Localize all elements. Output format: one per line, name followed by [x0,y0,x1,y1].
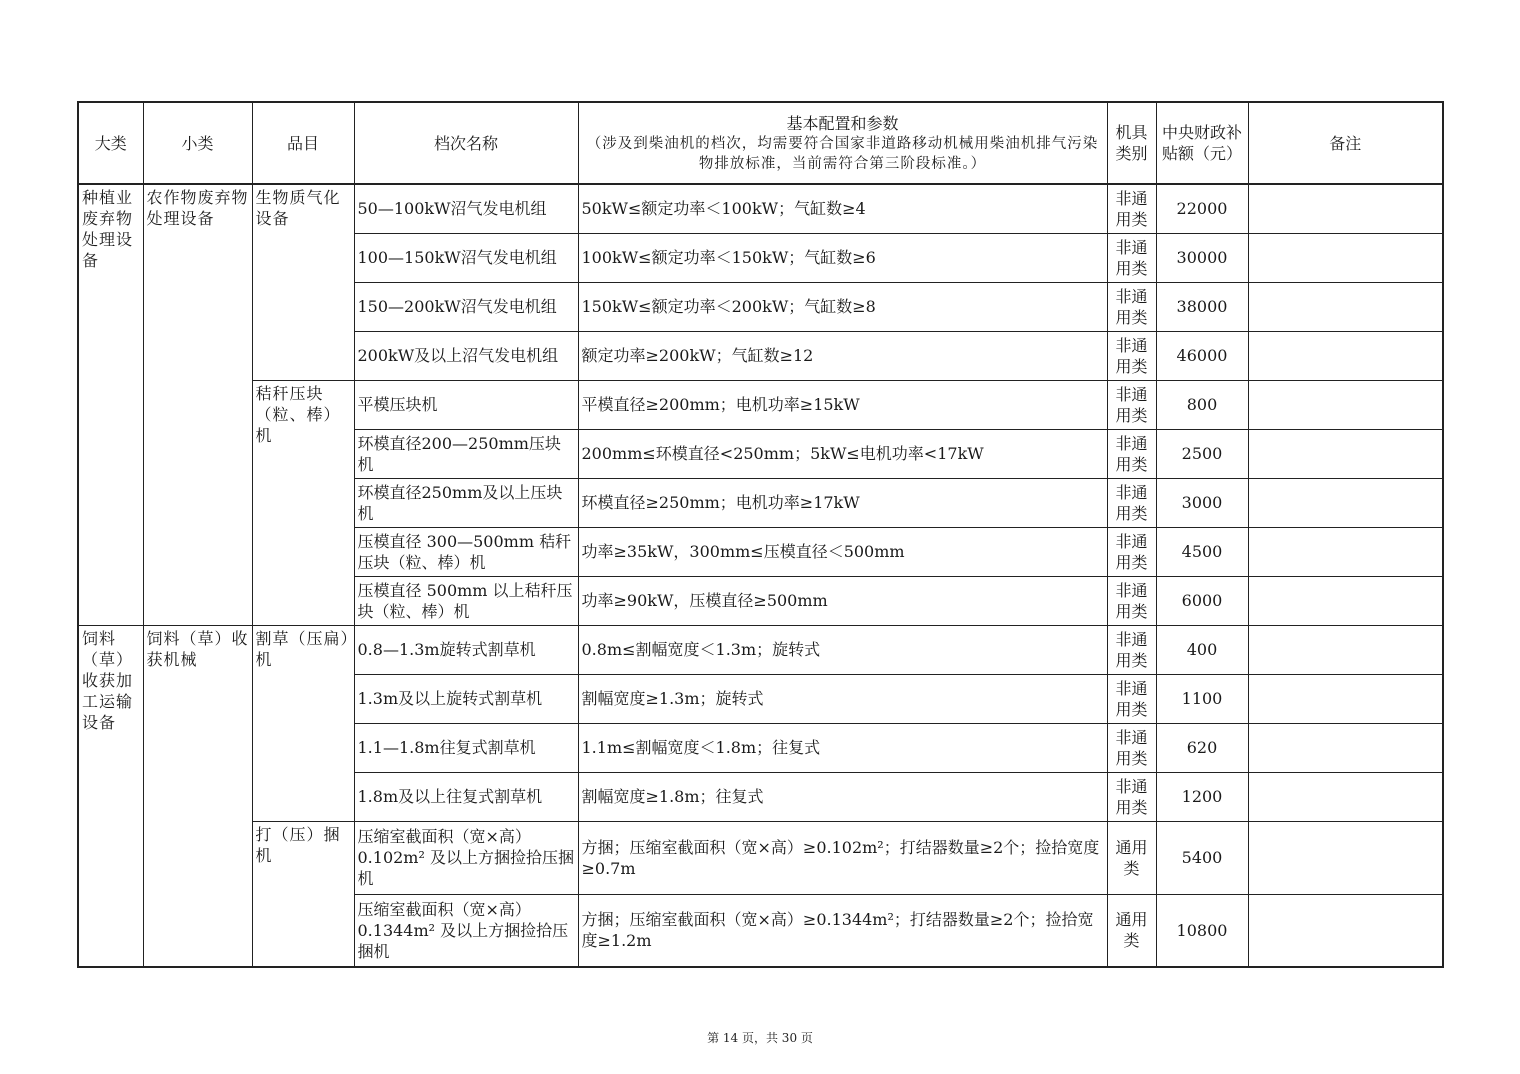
config-params: 环模直径≥250mm；电机功率≥17kW [578,478,1107,527]
remark [1248,527,1443,576]
machine-type: 非通用类 [1107,429,1156,478]
minor-category: 农作物废弃物处理设备 [143,184,252,625]
header-type: 机具类别 [1107,102,1156,184]
remark [1248,723,1443,772]
item-name: 割草（压扁）机 [252,625,354,821]
config-params: 0.8m≤割幅宽度＜1.3m；旋转式 [578,625,1107,674]
config-params: 平模直径≥200mm；电机功率≥15kW [578,380,1107,429]
subsidy-amount: 620 [1156,723,1248,772]
config-params: 功率≥35kW，300mm≤压模直径＜500mm [578,527,1107,576]
subsidy-amount: 38000 [1156,282,1248,331]
machine-type: 非通用类 [1107,625,1156,674]
config-params: 方捆；压缩室截面积（宽×高）≥0.102m²；打结器数量≥2个；捡拾宽度≥0.7m [578,821,1107,894]
subsidy-amount: 4500 [1156,527,1248,576]
machine-type: 通用类 [1107,894,1156,967]
machine-type: 非通用类 [1107,576,1156,625]
grade-name: 1.1—1.8m往复式割草机 [354,723,578,772]
header-minor: 小类 [143,102,252,184]
item-name: 打（压）捆机 [252,821,354,967]
grade-name: 压缩室截面积（宽×高）0.102m² 及以上方捆捡拾压捆机 [354,821,578,894]
remark [1248,821,1443,894]
remark [1248,674,1443,723]
config-params: 200mm≤环模直径<250mm；5kW≤电机功率<17kW [578,429,1107,478]
header-item: 品目 [252,102,354,184]
remark [1248,576,1443,625]
grade-name: 压模直径 500mm 以上秸秆压块（粒、棒）机 [354,576,578,625]
major-category: 种植业废弃物处理设备 [78,184,143,625]
machine-type: 非通用类 [1107,184,1156,233]
remark [1248,478,1443,527]
subsidy-amount: 1100 [1156,674,1248,723]
config-params: 割幅宽度≥1.3m；旋转式 [578,674,1107,723]
header-grade: 档次名称 [354,102,578,184]
subsidy-table [77,101,1444,968]
header-row [78,102,1443,184]
config-params: 方捆；压缩室截面积（宽×高）≥0.1344m²；打结器数量≥2个；捡拾宽度≥1.2m [578,894,1107,967]
table-row [78,380,1443,429]
machine-type: 非通用类 [1107,282,1156,331]
grade-name: 压缩室截面积（宽×高）0.1344m² 及以上方捆捡拾压捆机 [354,894,578,967]
machine-type: 非通用类 [1107,527,1156,576]
header-subsidy: 中央财政补贴额（元） [1156,102,1248,184]
machine-type: 非通用类 [1107,380,1156,429]
subsidy-amount: 5400 [1156,821,1248,894]
remark [1248,233,1443,282]
grade-name: 1.3m及以上旋转式割草机 [354,674,578,723]
machine-type: 非通用类 [1107,772,1156,821]
config-params: 割幅宽度≥1.8m；往复式 [578,772,1107,821]
machine-type: 非通用类 [1107,331,1156,380]
remark [1248,429,1443,478]
machine-type: 非通用类 [1107,723,1156,772]
grade-name: 200kW及以上沼气发电机组 [354,331,578,380]
grade-name: 0.8—1.3m旋转式割草机 [354,625,578,674]
table-row [78,184,1443,233]
grade-name: 压模直径 300—500mm 秸秆压块（粒、棒）机 [354,527,578,576]
grade-name: 环模直径200—250mm压块机 [354,429,578,478]
config-params: 50kW≤额定功率＜100kW；气缸数≥4 [578,184,1107,233]
remark [1248,331,1443,380]
subsidy-amount: 22000 [1156,184,1248,233]
table-row [78,625,1443,674]
config-params: 功率≥90kW，压模直径≥500mm [578,576,1107,625]
subsidy-amount: 30000 [1156,233,1248,282]
grade-name: 平模压块机 [354,380,578,429]
item-name: 秸秆压块（粒、棒）机 [252,380,354,625]
header-major: 大类 [78,102,143,184]
page-number: 第 14 页，共 30 页 [707,1031,813,1045]
table-row [78,821,1443,894]
config-params: 1.1m≤割幅宽度＜1.8m；往复式 [578,723,1107,772]
subsidy-amount: 1200 [1156,772,1248,821]
config-params: 额定功率≥200kW；气缸数≥12 [578,331,1107,380]
header-remark: 备注 [1248,102,1443,184]
item-name: 生物质气化设备 [252,184,354,380]
subsidy-amount: 10800 [1156,894,1248,967]
grade-name: 环模直径250mm及以上压块机 [354,478,578,527]
remark [1248,184,1443,233]
grade-name: 1.8m及以上往复式割草机 [354,772,578,821]
header-config-title: 基本配置和参数 [786,113,899,133]
major-category: 饲料（草）收获加工运输设备 [78,625,143,967]
subsidy-amount: 6000 [1156,576,1248,625]
grade-name: 50—100kW沼气发电机组 [354,184,578,233]
remark [1248,772,1443,821]
machine-type: 通用类 [1107,821,1156,894]
subsidy-amount: 2500 [1156,429,1248,478]
subsidy-amount: 400 [1156,625,1248,674]
remark [1248,625,1443,674]
header-config [578,102,1107,184]
minor-category: 饲料（草）收获机械 [143,625,252,967]
grade-name: 150—200kW沼气发电机组 [354,282,578,331]
grade-name: 100—150kW沼气发电机组 [354,233,578,282]
machine-type: 非通用类 [1107,674,1156,723]
config-params: 100kW≤额定功率＜150kW；气缸数≥6 [578,233,1107,282]
machine-type: 非通用类 [1107,478,1156,527]
subsidy-amount: 46000 [1156,331,1248,380]
subsidy-amount: 3000 [1156,478,1248,527]
subsidy-amount: 800 [1156,380,1248,429]
machine-type: 非通用类 [1107,233,1156,282]
remark [1248,282,1443,331]
header-config-note: （涉及到柴油机的档次，均需要符合国家非道路移动机械用柴油机排气污染物排放标准，当前需符合第三阶段标准。） [586,135,1099,172]
config-params: 150kW≤额定功率＜200kW；气缸数≥8 [578,282,1107,331]
remark [1248,380,1443,429]
remark [1248,894,1443,967]
